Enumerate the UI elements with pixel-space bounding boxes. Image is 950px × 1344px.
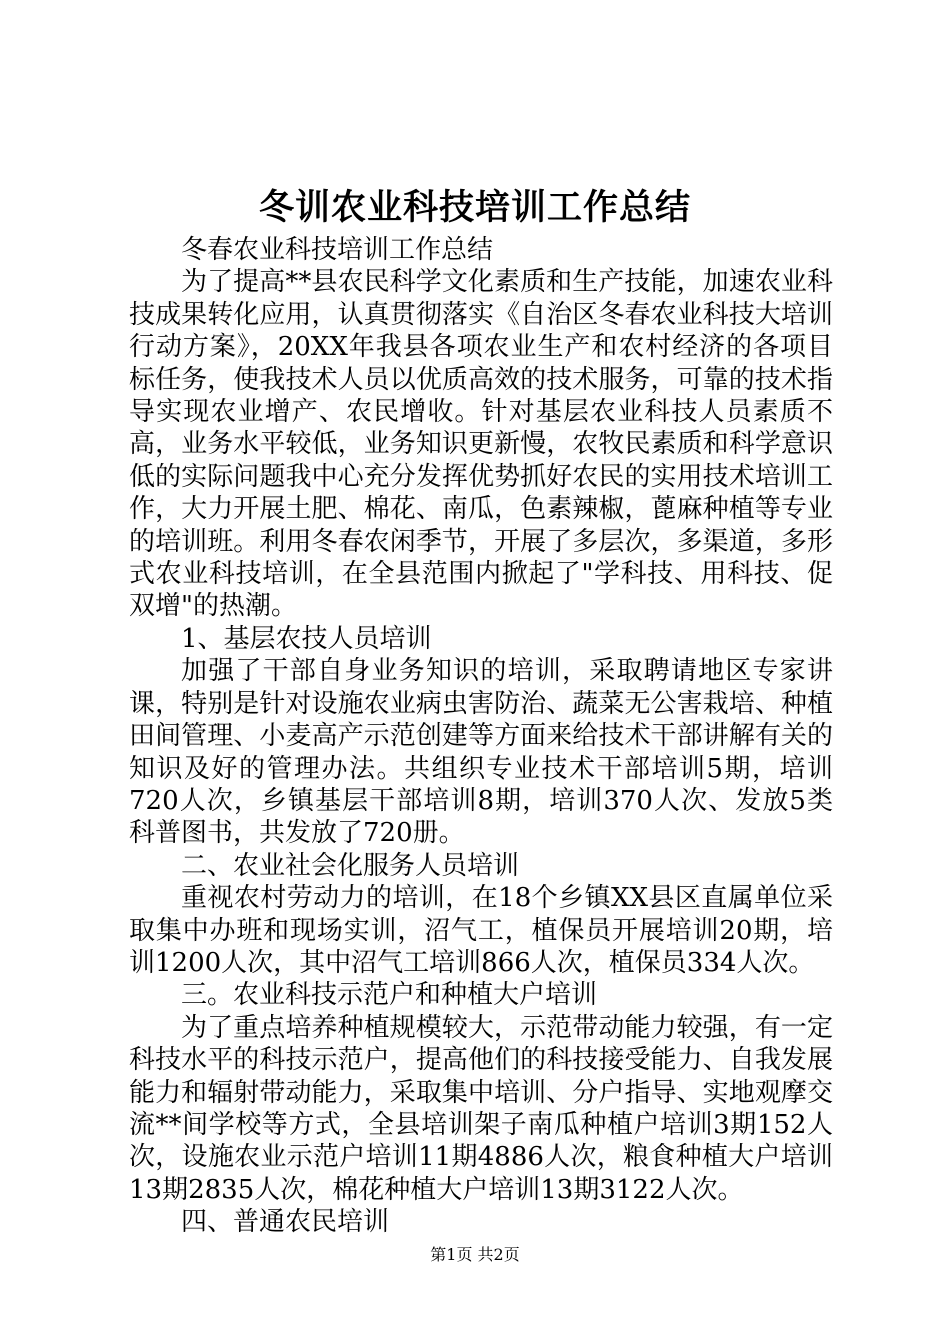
intro-paragraph: 为了提高**县农民科学文化素质和生产技能，加速农业科技成果转化应用，认真贯彻落实《自治区冬春农业科技大培训行动方案》，20XX年我县各项农业生产和农村经济的各项目标任务，使我技术人员以优质高效的技术服务，可靠的技术指导实现农业增产、农民增收。针对基层农业科技人员素质不高，业务水平较低，业务知识更新慢，农牧民素质和科学意识低的实际问题我中心充分发挥优势抓好农民的实用技术培训工作，大力开展土肥、棉花、南瓜，色素辣椒，蓖麻种植等专业的培训班。利用冬春农闲季节，开展了多层次，多渠道，多形式农业科技培训，在全县范围内掀起了"学科技、用科技、促双增"的热潮。 [129, 267, 833, 622]
section-paragraph-3: 为了重点培养种植规模较大，示范带动能力较强，有一定科技水平的科技示范户，提高他们的科技接受能力、自我发展能力和辐射带动能力，采取集中培训、分户指导、实地观摩交流**间学校等方式，全县培训架子南瓜种植户培训3期152人次，设施农业示范户培训11期4886人次，粮食种植大户培训13期2835人次，棉花种植大户培训13期3122人次。 [129, 1012, 833, 1205]
section-heading-2: 二、农业社会化服务人员培训 [181, 850, 520, 881]
section-heading-3: 三。农业科技示范户和种植大户培训 [181, 980, 598, 1011]
section-paragraph-1: 加强了干部自身业务知识的培训，采取聘请地区专家讲课，特别是针对设施农业病虫害防治、蔬菜无公害栽培、种植田间管理、小麦高产示范创建等方面来给技术干部讲解有关的知识及好的管理办法。共组织专业技术干部培训5期，培训720人次，乡镇基层干部培训8期，培训370人次、发放5类科普图书，共发放了720册。 [129, 656, 833, 849]
section-paragraph-2: 重视农村劳动力的培训，在18个乡镇XX县区直属单位采取集中办班和现场实训，沼气工，植保员开展培训20期，培训1200人次，其中沼气工培训866人次，植保员334人次。 [129, 883, 833, 978]
section-heading-1: 1、基层农技人员培训 [181, 623, 432, 654]
section-heading-4: 四、普通农民培训 [181, 1207, 390, 1238]
document-body [129, 234, 833, 1239]
subtitle-paragraph: 冬春农业科技培训工作总结 [181, 235, 494, 265]
document-title: 冬训农业科技培训工作总结 [258, 187, 691, 228]
page-footer: 第1页 共2页 [430, 1245, 520, 1264]
